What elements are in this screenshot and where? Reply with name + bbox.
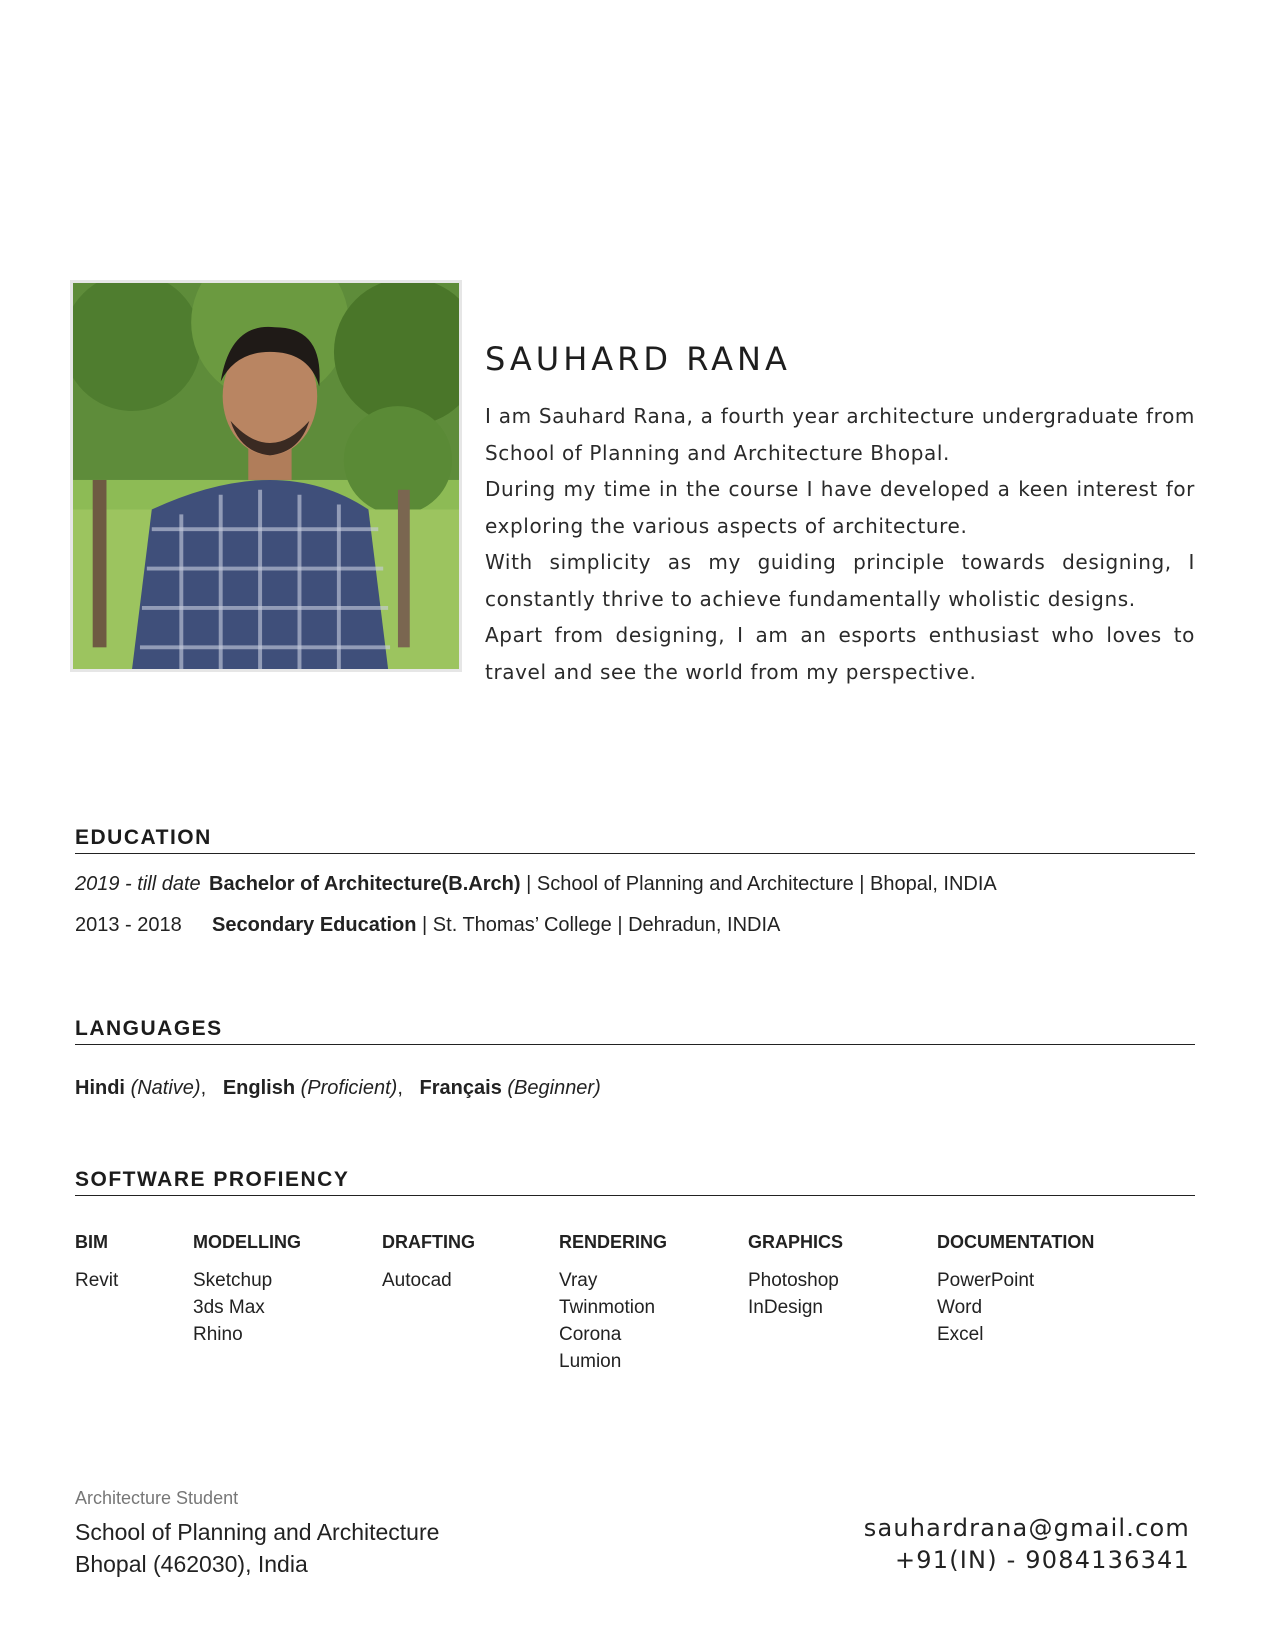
software-item: Excel (937, 1324, 984, 1345)
software-category: GRAPHICS (748, 1232, 844, 1252)
email-link[interactable]: sauhardrana@gmail.com (863, 1514, 1190, 1542)
bio-paragraph: With simplicity as my guiding principle towards designing, I constantly thrive to achieve fundamentally wholistic designs. (485, 550, 1195, 611)
address-line: School of Planning and Architecture (75, 1519, 440, 1545)
candidate-name: SAUHARD RANA (485, 340, 791, 378)
language-separator: , (200, 1077, 207, 1099)
software-item: PowerPoint (937, 1270, 1035, 1291)
language-separator: , (397, 1077, 403, 1099)
software-heading: SOFTWARE PROFIENCY (75, 1168, 1195, 1196)
footer-role: Architecture Student (75, 1488, 239, 1508)
portrait-image (73, 283, 459, 669)
software-item: Rhino (193, 1324, 243, 1345)
software-category: MODELLING (193, 1232, 301, 1252)
software-column-graphics (748, 1232, 843, 1321)
software-item: 3ds Max (193, 1297, 265, 1318)
software-column-rendering (559, 1232, 667, 1375)
address-line: Bhopal (462030), India (75, 1551, 308, 1577)
education-details: | St. Thomas’ College | Dehradun, INDIA (416, 914, 781, 936)
software-item: Vray (559, 1270, 598, 1291)
footer-address (75, 1516, 439, 1580)
language-name: English (222, 1077, 296, 1099)
software-item: Word (937, 1297, 983, 1318)
software-category: DRAFTING (382, 1232, 475, 1252)
languages-heading: LANGUAGES (75, 1017, 1195, 1045)
software-column-documentation (937, 1232, 1094, 1348)
bio-paragraph: During my time in the course I have developed a keen interest for exploring the various aspects of architecture. (485, 477, 1195, 538)
software-category: DOCUMENTATION (937, 1232, 1095, 1252)
footer-contact (864, 1512, 1190, 1576)
education-years: 2019 - till date (75, 873, 201, 895)
software-item: Revit (75, 1270, 119, 1291)
software-category: RENDERING (559, 1232, 668, 1252)
education-years: 2013 - 2018 (75, 914, 182, 936)
language-name: Hindi (75, 1077, 125, 1099)
software-item: Sketchup (193, 1270, 273, 1291)
software-item: Lumion (559, 1351, 622, 1372)
education-row (75, 873, 997, 896)
language-level: (Proficient) (300, 1077, 398, 1099)
phone-number: +91(IN) - 9084136341 (894, 1546, 1190, 1574)
education-row (75, 914, 780, 937)
software-item: Autocad (382, 1270, 452, 1291)
language-name: Français (419, 1077, 502, 1099)
software-category: BIM (75, 1232, 108, 1252)
software-item: InDesign (748, 1297, 823, 1318)
software-item: Corona (559, 1324, 622, 1345)
bio-summary (485, 398, 1195, 690)
education-heading: EDUCATION (75, 826, 1195, 854)
education-degree: Bachelor of Architecture(B.Arch) (209, 873, 521, 895)
language-level: (Native) (130, 1077, 201, 1099)
software-item: Photoshop (748, 1270, 839, 1291)
software-column-drafting (382, 1232, 475, 1294)
profile-photo (70, 280, 462, 672)
bio-paragraph: Apart from designing, I am an esports enthusiast who loves to travel and see the world from my perspective. (485, 623, 1195, 684)
software-column-modelling (193, 1232, 301, 1348)
languages-list (75, 1077, 601, 1100)
education-degree: Secondary Education (212, 914, 417, 936)
software-column-bim (75, 1232, 118, 1294)
language-level: (Beginner) (507, 1077, 601, 1099)
software-item: Twinmotion (559, 1297, 656, 1318)
education-details: | School of Planning and Architecture | Bhopal, INDIA (520, 873, 997, 895)
bio-paragraph: I am Sauhard Rana, a fourth year architecture undergraduate from School of Planning and Architecture Bhopal. (485, 404, 1195, 465)
